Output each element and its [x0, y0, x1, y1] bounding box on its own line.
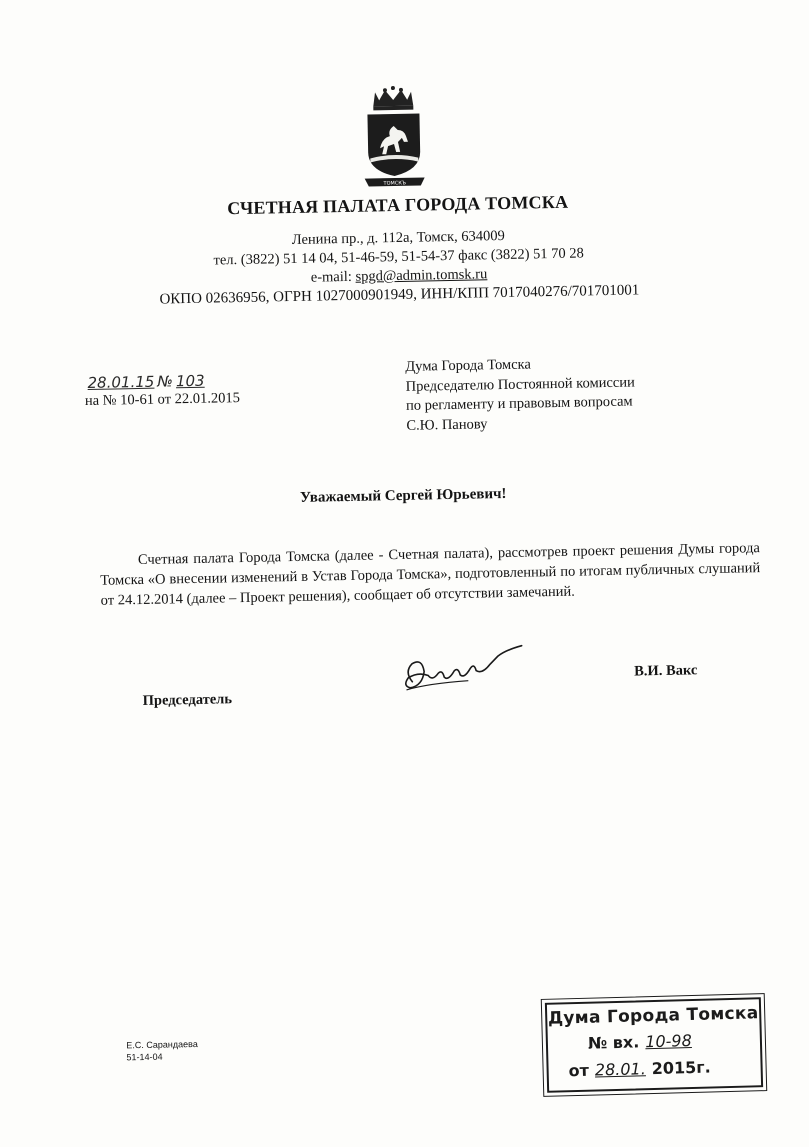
executor-name: Е.С. Сарандаева: [126, 1038, 198, 1051]
email-label: e-mail:: [310, 268, 356, 286]
addressee-block: [405, 353, 636, 435]
executor-phone: 51-14-04: [126, 1051, 163, 1063]
addressee-committee: по регламенту и правовым вопросам: [405, 393, 633, 414]
executor-info: [126, 1038, 198, 1063]
number-sign: №: [157, 372, 174, 391]
addressee-org: Дума Города Томска: [405, 356, 532, 375]
org-phones: тел. (3822) 51 14 04, 51-46-59, 51-54-37 факс (3822) 51 70 28: [213, 245, 584, 269]
org-title: СЧЕТНАЯ ПАЛАТА ГОРОДА ТОМСКА: [227, 191, 569, 219]
letter-body: Счетная палата Города Томска (далее - Счетная палата), рассмотрев проект решения Думы города Томска «О внесении изменений в Устав Города Томска», подготовленный по итогам публичных слушаний от 24.12.2014 (далее – Проект решения), сообщает об отсутствии замечаний.: [100, 540, 761, 609]
stamp-number-label: № вх.: [587, 1032, 640, 1053]
stamp-date-label: от: [568, 1060, 590, 1081]
reply-reference: на № 10-61 от 22.01.2015: [84, 390, 241, 410]
stamp-year-suffix: г.: [696, 1057, 711, 1077]
outgoing-date: 28.01.15: [87, 372, 155, 392]
handwritten-signature: [398, 640, 529, 706]
outgoing-number-line: [84, 371, 239, 392]
stamp-date-value: 28.01.: [594, 1059, 647, 1080]
email-link[interactable]: spgd@admin.tomsk.ru: [355, 266, 488, 285]
stamp-date-line: [568, 1058, 711, 1081]
stamp-number-line: [588, 1031, 698, 1053]
stamp-title: Дума Города Томска: [547, 1003, 759, 1029]
signer-name: В.И. Вакс: [634, 662, 698, 680]
outgoing-number: 103: [175, 371, 205, 391]
stamp-year: 2015: [651, 1057, 697, 1079]
stamp-number-value: 10-98: [645, 1031, 692, 1052]
addressee-name: С.Ю. Панову: [406, 415, 488, 434]
incoming-registration-stamp: [545, 997, 763, 1093]
outgoing-reference: [84, 371, 240, 410]
tomsk-coat-of-arms-icon: [359, 85, 429, 190]
org-address: Ленина пр., д. 112а, Томск, 634009: [291, 227, 505, 249]
addressee-position: Председателю Постоянной комиссии: [405, 373, 635, 395]
salutation: Уважаемый Сергей Юрьевич!: [299, 485, 507, 506]
signer-role: Председатель: [142, 691, 233, 709]
emblem-caption: ТОМСКЪ: [383, 180, 407, 187]
org-registration-codes: ОКПО 02636956, ОГРН 1027000901949, ИНН/КПП 7017040276/701701001: [159, 282, 640, 308]
